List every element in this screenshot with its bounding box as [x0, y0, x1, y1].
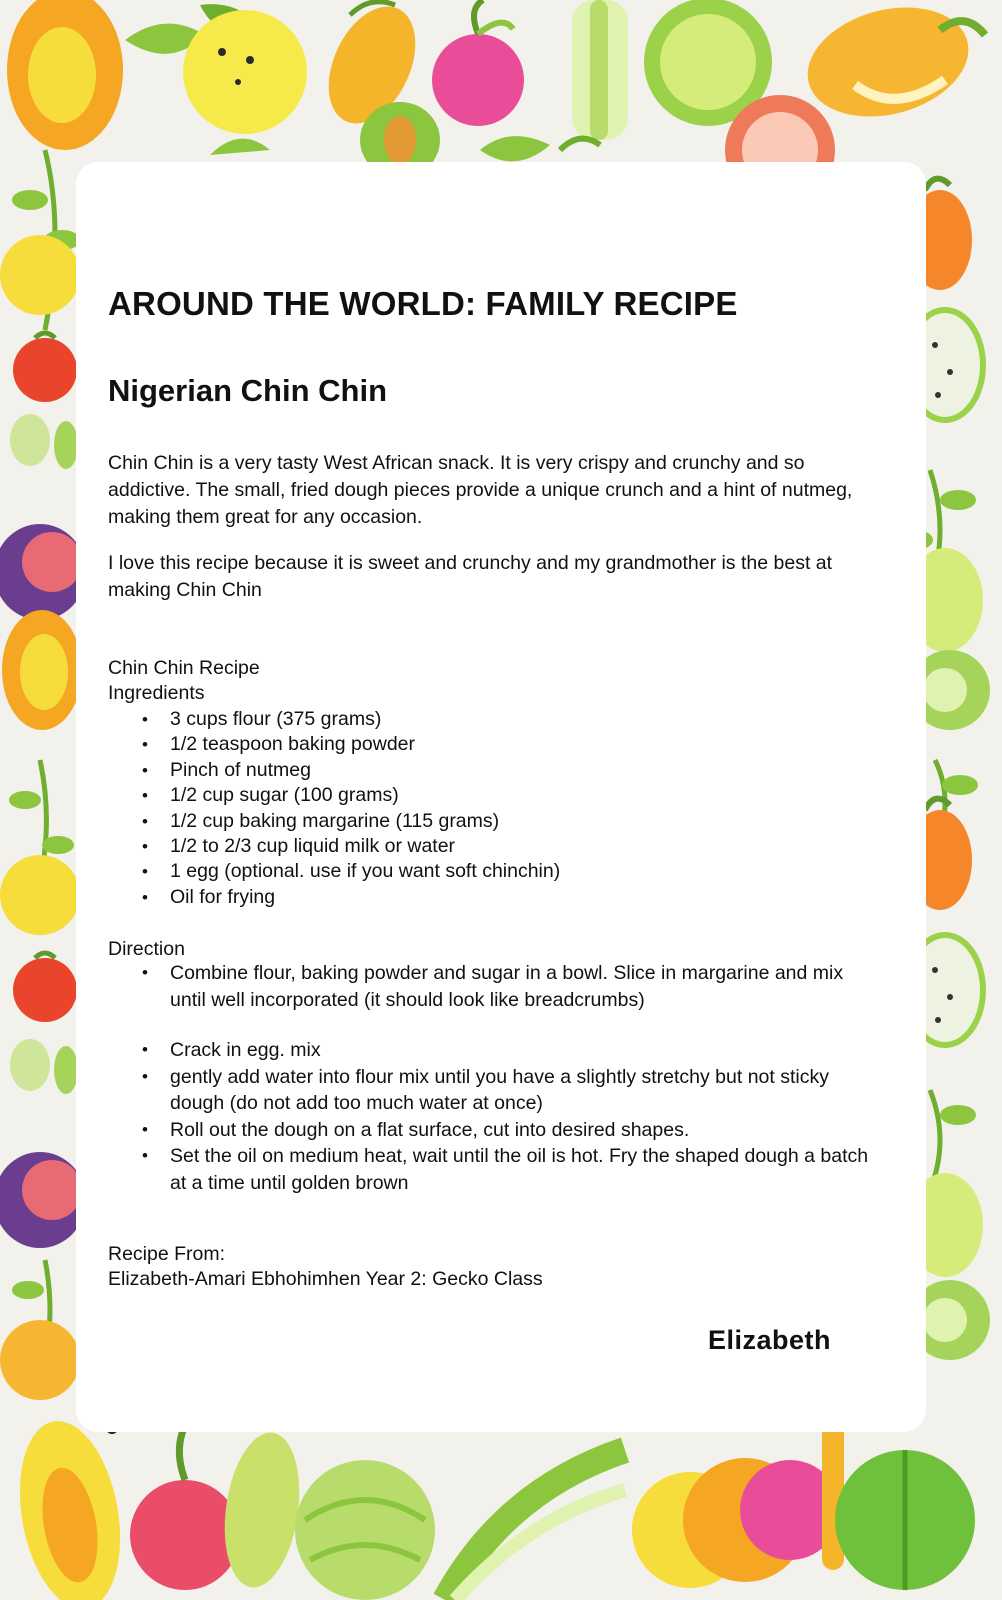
ingredient-item: • Oil for frying: [170, 885, 910, 910]
orange-illustration-bottom: [683, 1458, 840, 1582]
dish-title: Nigerian Chin Chin: [108, 373, 387, 408]
pepper-illustration-bottom: [835, 1450, 975, 1590]
papaya-illustration-bottom: [6, 1410, 134, 1600]
source-author: Elizabeth-Amari Ebhohimhen Year 2: Gecko Class: [108, 1268, 543, 1290]
direction-step: • Combine flour, baking powder and sugar in a bowl. Slice in margarine and mix until well incorporated (it should look like breadcrumbs): [170, 960, 870, 1013]
radish-illustration-top: [432, 0, 524, 126]
brussels-sprout-illustration-left-2: [10, 1039, 78, 1094]
direction-step: • Set the oil on medium heat, wait until the oil is hot. Fry the shaped dough a batch at a time until golden brown: [170, 1143, 870, 1196]
brussels-sprout-illustration-left: [10, 414, 78, 469]
direction-heading: Direction: [108, 938, 185, 960]
celery-illustration-top: [572, 0, 628, 140]
papaya-illustration-top-left: [7, 0, 123, 150]
papaya-illustration-left: [2, 610, 82, 730]
directions-list: [108, 960, 870, 1196]
tomato-illustration-left: [13, 333, 77, 402]
ingredients-heading: Ingredients: [108, 682, 205, 704]
pear-illustration-bottom: [215, 1428, 308, 1593]
ingredient-item: • 1/2 cup sugar (100 grams): [170, 783, 910, 808]
source-label: Recipe From:: [108, 1243, 226, 1265]
mango-illustration-top-right: [795, 0, 985, 133]
cabbage-illustration-bottom: [295, 1460, 435, 1600]
orange-illustration-left: [0, 1320, 80, 1400]
ingredients-list: [108, 707, 910, 910]
why-paragraph: I love this recipe because it is sweet and crunchy and my grandmother is the best at making Chin Chin: [108, 552, 833, 601]
ingredient-item: • 1/2 teaspoon baking powder: [170, 732, 910, 757]
eggplant-illustration-left-2: [0, 1152, 86, 1248]
lemon-illustration-left-2: [0, 855, 80, 935]
ingredient-item: • 1/2 cup baking margarine (115 grams): [170, 809, 910, 834]
ingredient-item: • 1 egg (optional. use if you want soft chinchin): [170, 859, 910, 884]
direction-step: • Crack in egg. mix: [170, 1037, 870, 1064]
leek-illustration-bottom: [445, 1450, 625, 1600]
ingredient-item: • 1/2 to 2/3 cup liquid milk or water: [170, 834, 910, 859]
lemon-illustration-top: [183, 10, 307, 134]
eggplant-illustration-left: [0, 524, 86, 620]
tomato-illustration-left-2: [13, 953, 77, 1022]
ingredient-item: • Pinch of nutmeg: [170, 758, 910, 783]
signature: Elizabeth: [708, 1325, 832, 1355]
ingredient-item: • 3 cups flour (375 grams): [170, 707, 910, 732]
direction-step: • Roll out the dough on a flat surface, cut into desired shapes.: [170, 1117, 870, 1144]
lemon-illustration-left: [0, 235, 80, 315]
page-title: AROUND THE WORLD: FAMILY RECIPE: [108, 285, 738, 322]
recipe-label: Chin Chin Recipe: [108, 657, 260, 679]
direction-step: • gently add water into flour mix until you have a slightly stretchy but not sticky dough (do not add too much water at once): [170, 1064, 870, 1117]
intro-paragraph: Chin Chin is a very tasty West African snack. It is very crispy and crunchy and so addictive. The small, fried dough pieces provide a unique crunch and a hint of nutmeg, making them great for any occasion.: [108, 452, 853, 528]
radish-illustration-bottom: [130, 1410, 240, 1590]
